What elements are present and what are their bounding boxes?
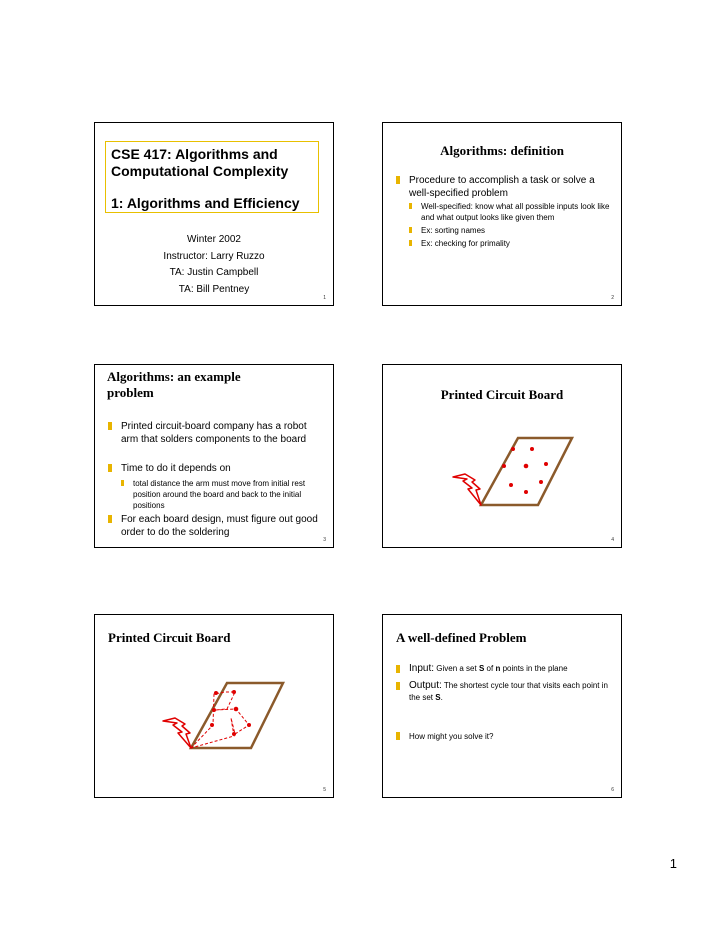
solder-point (210, 723, 214, 727)
bullet-item (396, 174, 611, 249)
output-text-b: . (440, 693, 443, 702)
input-label: Input: (409, 663, 435, 674)
circuit-board-tour-diagram (95, 615, 335, 799)
output-text-a: The shortest cycle tour that visits each point in the set (409, 681, 608, 702)
bullet-item: For each board design, must figure out good order to do the soldering (108, 513, 323, 539)
solder-point (212, 708, 216, 712)
bullet-item: Printed circuit-board company has a robot arm that solders components to the board (108, 420, 323, 446)
solder-point (524, 490, 528, 494)
count-n: n (495, 664, 501, 673)
slide-5 (94, 614, 334, 798)
solder-point (511, 447, 515, 451)
solder-point (232, 732, 236, 736)
set-s: S (478, 664, 485, 673)
slide-title: Algorithms: an example problem (107, 369, 241, 400)
page-number: 1 (669, 856, 677, 871)
input-text-a: Given a set (436, 664, 477, 673)
solder-point (544, 462, 548, 466)
sub-bullet-item: Well-specified: know what all possible inputs look like and what output looks like given them (409, 201, 611, 223)
tour-path (191, 692, 249, 748)
bullet-item (108, 462, 323, 511)
ta-1: TA: Justin Campbell (169, 267, 259, 278)
ta-2: TA: Bill Pentney (178, 283, 250, 295)
robot-arm-icon (163, 718, 191, 748)
course-title: CSE 417: Algorithms and Computational Complexity (111, 146, 289, 179)
solder-point (502, 464, 506, 468)
input-bullet (396, 663, 611, 675)
slide-number: 1 (323, 295, 326, 301)
slide-number: 4 (611, 537, 614, 543)
robot-arm-icon (453, 474, 481, 505)
slide-2 (382, 122, 622, 306)
solder-point (232, 690, 236, 694)
bullet-text: Time to do it depends on (121, 463, 231, 474)
sub-bullet-item: total distance the arm must move from initial rest position around the board and back to the initial positions (121, 478, 323, 511)
slide-title: Algorithms: definition (440, 143, 564, 158)
set-s: S (435, 693, 441, 702)
slide-6 (382, 614, 622, 798)
bullet-list (108, 420, 323, 542)
sub-bullet-item: Ex: checking for primality (409, 238, 611, 249)
slide-number: 6 (611, 787, 614, 793)
slide-4 (382, 364, 622, 548)
slide-number: 3 (323, 537, 326, 543)
solder-point (509, 483, 513, 487)
bullet-list (396, 174, 611, 252)
board-outline (191, 683, 283, 748)
sub-bullet-list (409, 201, 611, 249)
slide-title: A well-defined Problem (396, 630, 527, 645)
lecture-title: 1: Algorithms and Efficiency (111, 195, 300, 211)
course-info (95, 232, 333, 298)
circuit-board-diagram (383, 365, 623, 549)
sub-bullet-item: Ex: sorting names (409, 225, 611, 236)
slide-3 (94, 364, 334, 548)
solder-point (530, 447, 534, 451)
input-text-b: of (486, 664, 494, 673)
sub-bullet-list (121, 478, 323, 511)
board-outline (481, 438, 572, 505)
output-bullet (396, 680, 611, 704)
output-label: Output: (409, 680, 442, 691)
bullet-list (396, 663, 611, 746)
slide-number: 5 (323, 787, 326, 793)
solder-point (539, 480, 543, 484)
term: Winter 2002 (187, 234, 241, 245)
slide-number: 2 (611, 295, 614, 301)
question-bullet: How might you solve it? (396, 730, 611, 743)
input-text-c: points in the plane (502, 664, 568, 673)
slide-title: Printed Circuit Board (440, 387, 564, 402)
slide-title: Printed Circuit Board (108, 630, 231, 645)
solder-point (524, 464, 529, 469)
slide-1 (94, 122, 334, 306)
solder-point (247, 723, 251, 727)
solder-point (234, 707, 239, 712)
instructor: Instructor: Larry Ruzzo (163, 250, 265, 262)
title-box (105, 141, 319, 213)
bullet-text: Procedure to accomplish a task or solve a well-specified problem (409, 175, 595, 199)
solder-point (214, 691, 218, 695)
